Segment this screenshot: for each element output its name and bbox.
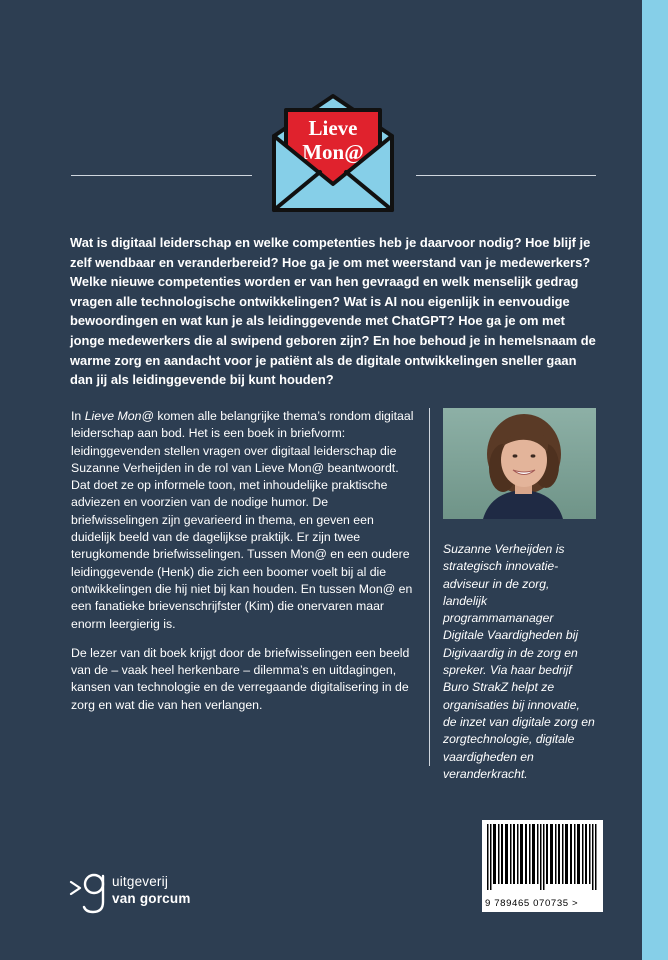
- intro-questions: Wat is digitaal leiderschap en welke competenties heb je daarvoor nodig? Hoe blijf je zelf wendbaar en veranderbereid? Hoe ga je om met weerstand van je medewerkers? Welke nieuwe competenties worden er van hen gevraagd en welk menselijk gedrag vragen alle technologische ontwikkelingen? Wat is AI nou eigenlijk in eenvoudige bewoordingen en wat kun je als leidinggevende met ChatGPT? Hoe ga je om met jonge medewerkers die al swipend geboren zijn? En hoe behoud je in hemelsnaam de warme zorg en aandacht voor je patiënt als de digitale ontwikkelingen sneller gaan dan jij als leidinggevende bij kunt houden?: [70, 235, 596, 388]
- isbn-barcode: [482, 820, 603, 912]
- book-title-inline: Lieve Mon@: [84, 409, 154, 423]
- divider-right: [416, 175, 596, 176]
- description-column: [71, 408, 416, 726]
- publisher-logo: [69, 868, 209, 916]
- logo-text-line1: Lieve: [308, 116, 358, 140]
- description-paragraph-2: De lezer van dit boek krijgt door de briefwisselingen een beeld van de – vaak heel herkenbare – dilemma’s en uitdagingen, kansen van technologie en de verregaande digitalisering in de zorg en wat die van hen verlangen.: [71, 645, 410, 712]
- description-text: komen alle belangrijke thema’s rondom digitaal leiderschap aan bod. Het is een boek in briefvorm: leidinggevenden stellen vragen over digitaal leiderschap die Suzanne Verheijden in de rol van Lieve Mon@ beantwoordt. Dat doet ze op informele toon, met inhoudelijke praktische adviezen en voorzien van de nodige humor. De briefwisselingen zijn gevarieerd in thema, en geven een duidelijk beeld van de dagelijkse praktijk. Er zijn twee terugkomende briefwisselingen. Tussen Mon@ en een oudere leidinggevende (Henk) die zich een boomer voelt bij al die ontwikkelingen die hij niet bij kan houden. En tussen Mon@ en een fanatieke brievenschrijfster (Kim) die onervaren maar enorm leergierig is.: [71, 409, 414, 631]
- description-prefix: In: [71, 409, 85, 423]
- isbn-number: 9 789465 070735 >: [485, 898, 579, 909]
- author-bio: Suzanne Verheijden is strategisch innovatie-adviseur in de zorg, landelijk programmamanager Digitale Vaardigheden bij Digivaardig in de zorg en spreker. Via haar bedrijf Buro StrakZ helpt ze organisaties bij innovatie, de inzet van digitale zorg en zorgtechnologie, digitale vaardigheden en veranderkracht.: [443, 542, 595, 781]
- author-photo: [443, 408, 596, 519]
- divider-left: [71, 175, 252, 176]
- publisher-name-line1: uitgeverij: [112, 874, 169, 889]
- description-paragraph-1: [71, 408, 416, 633]
- column-divider: [429, 408, 430, 766]
- publisher-mark-icon: [69, 868, 109, 916]
- envelope-logo: [270, 92, 396, 214]
- book-spine-strip: [642, 0, 668, 960]
- barcode-bars: [487, 824, 598, 890]
- publisher-name-line2: van gorcum: [112, 891, 191, 906]
- logo-text-line2: Mon@: [302, 140, 364, 164]
